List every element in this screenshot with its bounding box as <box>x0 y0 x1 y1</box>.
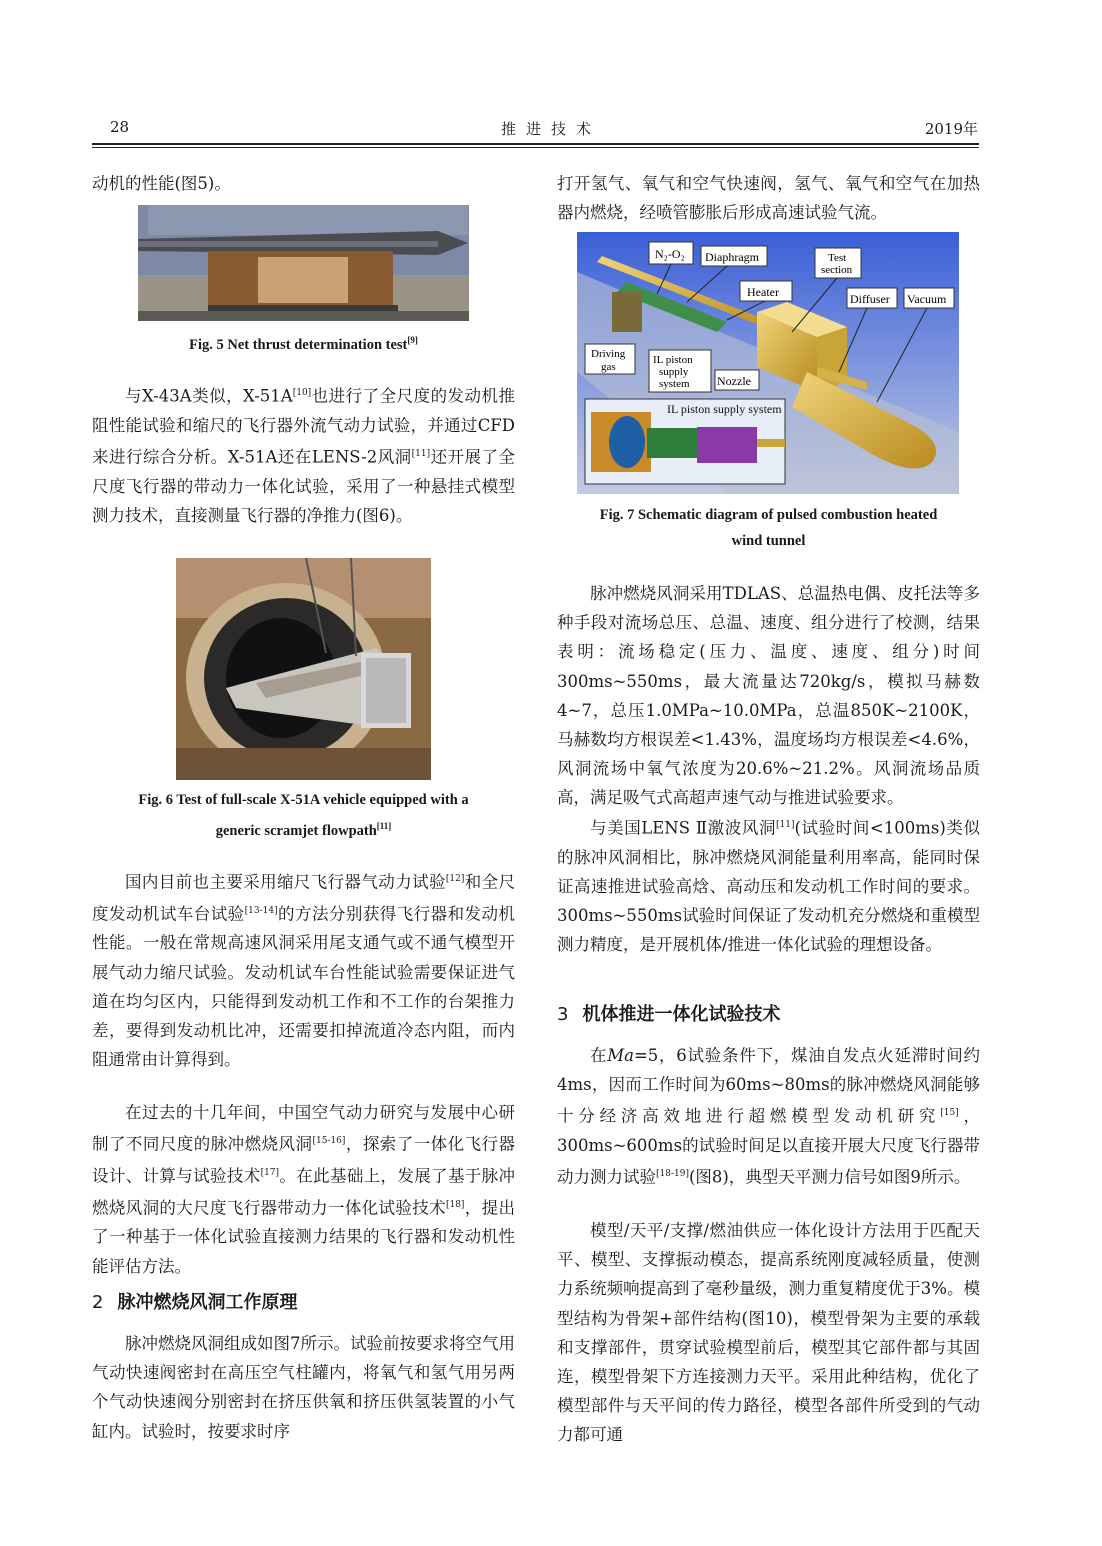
left-column <box>92 0 515 1546</box>
figure-6-image <box>176 558 431 780</box>
paragraph-domestic: 国内目前也主要采用缩尺飞行器气动力试验[12]和全尺度发动机试车台试验[13-14]的方法分别获得飞行器和发动机性能。一般在常规高速风洞采用尾支通气或不通气模型开展气动力缩尺试验。发动机试车台性能试验需要保证进气道在均匀区内，只能得到发动机工作和不工作的台架推力差，要得到发动机比冲，还需要扣掉流道冷态内阻，而内阻通常由计算得到。 <box>92 872 516 1070</box>
paragraph-lens-comparison: 与美国LENS Ⅱ激波风洞[11](试验时间<100ms)类似的脉冲风洞相比，脉冲燃烧风洞能量利用率高，能同时保证高速推进试验高焓、高动压和发动机工作时间的要求。300ms~550ms试验时间保证了发动机充分燃烧和重模型测力精度，是开展机体/推进一体化试验的理想设备。 <box>557 818 980 955</box>
journal-title: 推进技术 <box>500 120 601 138</box>
section-2-heading: 2 脉冲燃烧风洞工作原理 <box>92 1292 298 1313</box>
figure-5-image <box>138 205 469 321</box>
paragraph-calibration: 脉冲燃烧风洞采用TDLAS、总温热电偶、皮托法等多种手段对流场总压、总温、速度、组分进行了校测，结果表明：流场稳定(压力、温度、速度、组分)时间300ms~550ms，最大流量达720kg/s，模拟马赫数4~7，总压1.0MPa~10.0MPa，总温850K~2100K，马赫数均方根误差<1.43%，温度场均方根误差<4.6%，风洞流场中氧气浓度为20.6%~21.2%。风洞流场品质高，满足吸气式高超声速气动与推进试验要求。 <box>557 584 980 808</box>
figure-7-caption: Fig. 7 Schematic diagram of pulsed combustion heated wind tunnel <box>599 507 938 549</box>
fig7-label-driving: Driving <box>591 348 626 360</box>
paragraph-continued-right: 打开氢气、氧气和空气快速阀，氢气、氧气和空气在加热器内燃烧，经喷管膨胀后形成高速试验气流。 <box>557 174 980 223</box>
fig7-label-heater: Heater <box>747 285 779 299</box>
page-number: 28 <box>110 118 130 136</box>
fig7-label-piston-1: IL piston <box>653 354 693 366</box>
fig7-label-section: section <box>821 264 853 276</box>
paragraph-x51a: 与X-43A类似，X-51A[10]也进行了全尺度的发动机推阻性能试验和缩尺的飞行器外流气动力试验，并通过CFD来进行综合分析。X-51A还在LENS-2风洞[11]还开展了全尺度飞行器的带动力一体化试验，采用了一种悬挂式模型测力技术，直接测量飞行器的净推力(图6)。 <box>92 386 516 525</box>
right-column <box>557 0 980 1546</box>
journal-year: 2019年 <box>924 120 978 138</box>
fig7-label-test: Test <box>828 252 847 264</box>
fig7-label-piston-2: supply <box>659 366 689 378</box>
fig7-label-inset: IL piston supply system <box>667 402 782 416</box>
paragraph-continued: 动机的性能(图5)。 <box>92 174 231 193</box>
figure-6-caption: Fig. 6 Test of full-scale X-51A vehicle equipped with a generic scramjet flowpath[11] <box>138 792 469 839</box>
paragraph-past-decade: 在过去的十几年间，中国空气动力研究与发展中心研制了不同尺度的脉冲燃烧风洞[15-16]，探索了一体化飞行器设计、计算与试验技术[17]。在此基础上，发展了基于脉冲燃烧风洞的大尺度飞行器带动力一体化试验技术[18]，提出了一种基于一体化试验直接测力结果的飞行器和发动机性能评估方法。 <box>92 1103 516 1276</box>
section-3-heading: 3 机体推进一体化试验技术 <box>557 1004 781 1025</box>
fig7-label-diffuser: Diffuser <box>850 292 890 306</box>
fig7-label-diaphragm: Diaphragm <box>705 250 759 264</box>
paragraph-ma-conditions: 在Ma=5，6试验条件下，煤油自发点火延滞时间约4ms，因而工作时间为60ms~80ms的脉冲燃烧风洞能够十分经济高效地进行超燃模型发动机研究[15]，300ms~600ms的试验时间足以直接开展大尺度飞行器带动力测力试验[18-19](图8)，典型天平测力信号如图9所示。 <box>557 1046 981 1187</box>
fig7-label-vacuum: Vacuum <box>907 292 947 306</box>
paragraph-model-design: 模型/天平/支撑/燃油供应一体化设计方法用于匹配天平、模型、支撑振动模态，提高系统刚度减轻质量，使测力系统频响提高到了毫秒量级，测力重复精度优于3%。模型结构为骨架+部件结构(图10)，模型骨架为主要的承载和支撑部件，贯穿试验模型前后，模型其它部件都与其固连，模型骨架下方连接测力天平。采用此种结构，优化了模型部件与天平间的传力路径，模型各部件所受到的气动力都可通 <box>557 1221 980 1445</box>
paragraph-tunnel-composition: 脉冲燃烧风洞组成如图7所示。试验前按要求将空气用气动快速阀密封在高压空气柱罐内，将氧气和氢气用另两个气动快速阀分别密封在挤压供氧和挤压供氢装置的小气缸内。试验时，按要求时序 <box>92 1334 515 1441</box>
fig7-label-nozzle: Nozzle <box>717 374 751 388</box>
figure-7-image <box>577 232 959 494</box>
fig7-label-n2o2: N₂-O₂ <box>655 247 685 261</box>
fig7-label-piston-3: system <box>659 378 690 390</box>
figure-5-caption: Fig. 5 Net thrust determination test[9] <box>189 335 418 353</box>
fig7-label-gas: gas <box>601 361 616 373</box>
